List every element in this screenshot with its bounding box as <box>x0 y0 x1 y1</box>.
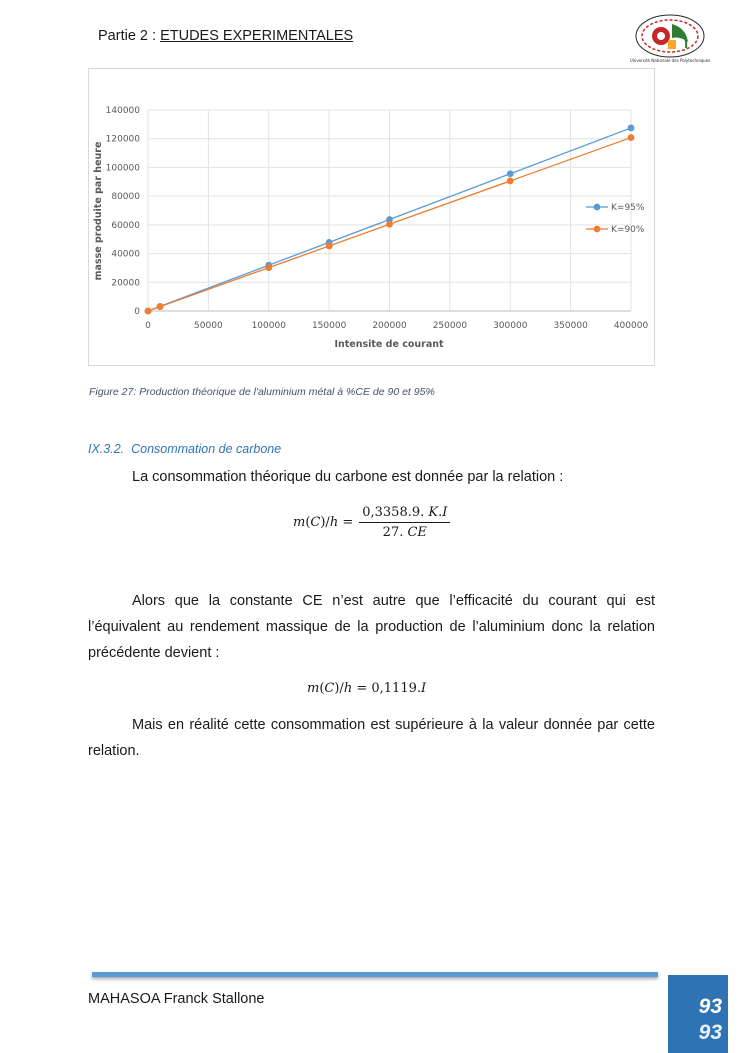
paragraph-intro: La consommation théorique du carbone est donnée par la relation : <box>132 469 564 485</box>
x-tick-label: 0 <box>145 321 151 331</box>
eq1-close: )/ <box>320 514 330 530</box>
y-tick-label: 80000 <box>111 192 140 203</box>
figure-caption: Figure 27: Production théorique de l'aluminium métal à %CE de 90 et 95% <box>89 386 435 398</box>
legend-label: K=90% <box>611 225 645 235</box>
legend-marker <box>594 204 601 211</box>
running-header <box>98 28 353 44</box>
eq2-m: m <box>307 681 320 696</box>
eq2-h: h <box>343 681 353 696</box>
eq2-rhs-b: I <box>421 681 427 696</box>
y-tick-label: 120000 <box>105 134 140 145</box>
logo-emblem-icon <box>628 12 712 64</box>
paragraph-reality: Mais en réalité cette consommation est supérieure à la valeur donnée par cette relation. <box>88 717 655 759</box>
header-prefix: Partie 2 : <box>98 28 161 44</box>
page-number-box <box>668 975 728 1053</box>
data-point <box>157 303 164 310</box>
data-point <box>628 134 635 141</box>
page-number-echo: 93 <box>698 1021 722 1044</box>
eq1-num-b: K.I <box>428 504 448 520</box>
svg-text:Université Nationale des Polyt: Université Nationale des Polytechniques <box>629 58 711 63</box>
eq1-equals: = <box>342 514 354 530</box>
x-tick-label: 400000 <box>613 321 649 331</box>
university-logo <box>628 12 712 64</box>
eq2-open: ( <box>319 681 325 696</box>
footer-author: MAHASOA Franck Stallone <box>88 991 265 1007</box>
eq1-open: ( <box>305 514 311 530</box>
eq1-den-b: CE <box>407 524 427 540</box>
data-point <box>628 125 635 132</box>
data-point <box>326 243 333 250</box>
eq1-m: m <box>293 514 306 530</box>
footer-rule <box>92 972 658 977</box>
y-tick-label: 140000 <box>105 106 140 116</box>
eq1-numerator <box>359 505 450 523</box>
section-number: IX.3.2. <box>88 442 125 456</box>
y-tick-label: 0 <box>134 307 140 317</box>
data-point <box>145 308 152 315</box>
eq2-equals: = <box>356 681 368 696</box>
eq1-num-a: 0,3358.9. <box>362 504 429 520</box>
x-tick-label: 350000 <box>553 321 588 331</box>
x-tick-label: 100000 <box>251 321 286 331</box>
equation-carbon-consumption <box>0 502 745 542</box>
production-chart <box>89 69 656 367</box>
eq1-fraction <box>359 505 450 540</box>
x-tick-label: 150000 <box>311 321 347 331</box>
chart-frame <box>88 68 655 366</box>
y-tick-label: 100000 <box>105 163 140 174</box>
data-point <box>507 170 514 177</box>
data-point <box>265 264 272 271</box>
eq1-h: h <box>329 514 339 530</box>
x-tick-label: 50000 <box>194 321 223 331</box>
header-title: ETUDES EXPERIMENTALES <box>160 28 354 44</box>
eq1-c: C <box>310 514 321 530</box>
y-axis-label: masse produite par heure <box>93 141 104 281</box>
eq1-denominator <box>383 523 427 540</box>
data-point <box>507 178 514 185</box>
data-point <box>386 221 393 228</box>
eq2-c: C <box>324 681 335 696</box>
x-tick-label: 300000 <box>493 321 528 331</box>
equation-simplified <box>307 681 426 696</box>
page-number: 93 <box>698 995 722 1018</box>
y-tick-label: 60000 <box>111 220 140 231</box>
legend-marker <box>594 226 601 233</box>
eq2-rhs-a: 0,1119. <box>371 681 421 696</box>
x-tick-label: 200000 <box>372 321 407 331</box>
x-tick-label: 250000 <box>432 321 468 331</box>
eq2-close: )/ <box>334 681 344 696</box>
section-heading <box>88 442 281 456</box>
y-tick-label: 20000 <box>111 278 140 289</box>
paragraph-efficiency: Alors que la constante CE n’est autre que l’efficacité du courant qui est l’équivalent au rendement massique de la production de l’aluminium donc la relation précédente devient : <box>88 593 655 661</box>
x-axis-label: Intensite de courant <box>334 339 444 350</box>
section-title: Consommation de carbone <box>131 442 282 456</box>
legend-label: K=95% <box>611 203 645 213</box>
eq1-den-a: 27. <box>382 524 408 540</box>
y-tick-label: 40000 <box>111 249 140 260</box>
